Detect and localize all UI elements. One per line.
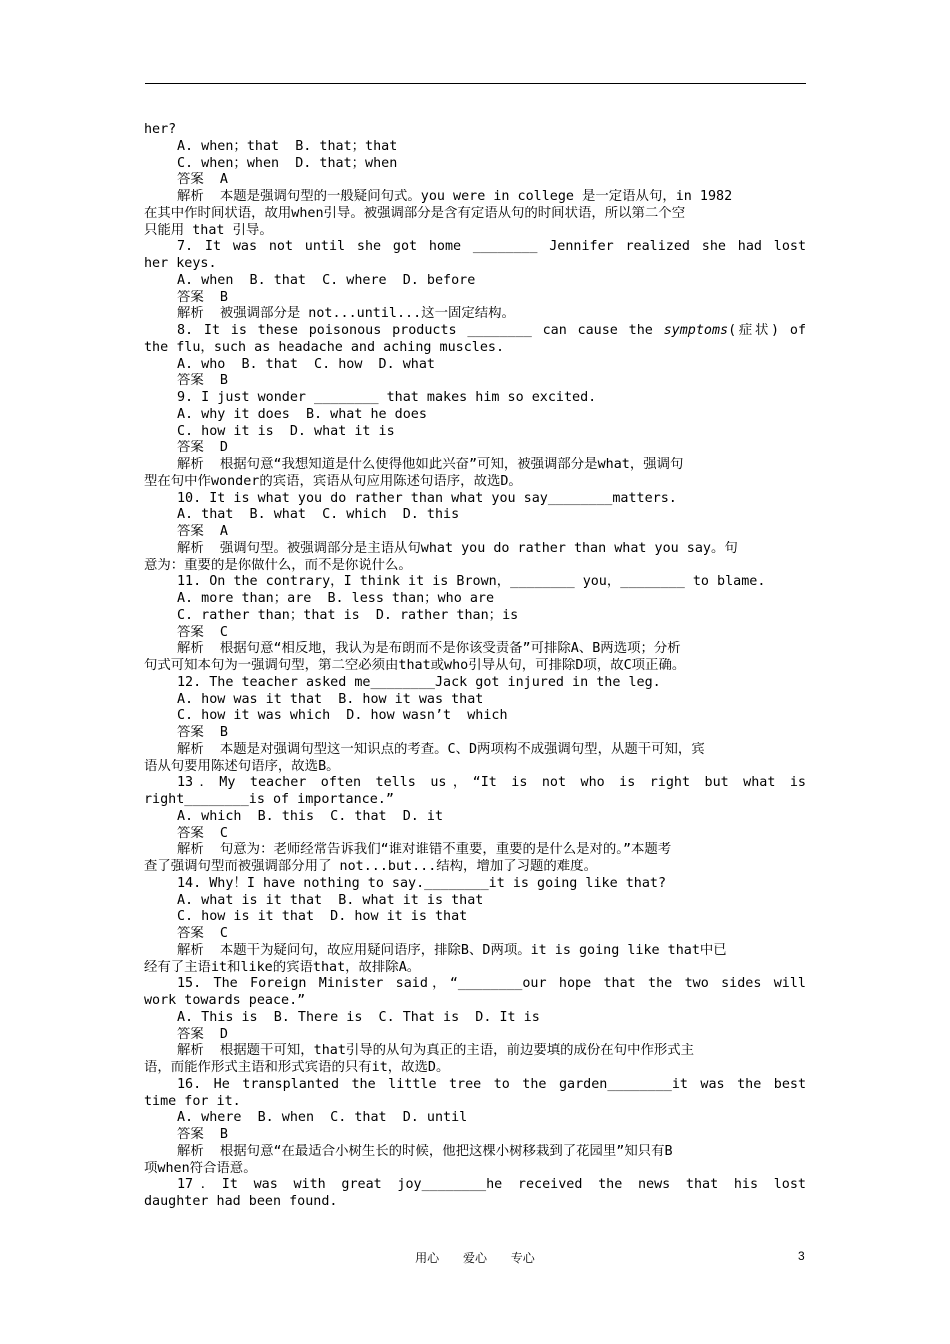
text-line: 16. He transplanted the little tree to the garden________it was the best xyxy=(177,1076,806,1092)
text-line: her? xyxy=(144,122,177,137)
text-line: 解析 根据句意“在最适合小树生长的时候，他把这棵小树移栽到了花园里”知只有B xyxy=(177,1143,673,1159)
text-line: 解析 本题干为疑问句，故应用疑问语序，排除B、D两项。it is going like that中已 xyxy=(177,942,727,958)
text-line: 答案 B xyxy=(177,373,228,389)
page-footer: 用心 爱心 专心 xyxy=(415,1251,535,1265)
text-line: A. This is B. There is C. That is D. It is xyxy=(177,1009,540,1025)
text-line: 答案 B xyxy=(177,725,228,740)
text-line: 15. The Foreign Minister said，“________our hope that the two sides will xyxy=(177,976,806,992)
text-line: A. more than；are B. less than；who are xyxy=(177,591,495,606)
text-line: 答案 A xyxy=(177,172,228,188)
text-line: C. how it was which D. how wasn’t which xyxy=(177,708,508,724)
text-line: 解析 根据题干可知，that引导的从句为真正的主语，前边要填的成份在句中作形式主 xyxy=(177,1043,695,1059)
text-line: 答案 C xyxy=(177,926,228,941)
text-line: 7. It was not until she got home ________ Jennifer realized she had lost xyxy=(177,239,806,255)
text-line: time for it. xyxy=(144,1093,241,1109)
text-line: A. where B. when C. that D. until xyxy=(177,1110,468,1126)
text-line: C. rather than；that is D. rather than；is xyxy=(177,607,519,623)
text-line: her keys. xyxy=(144,256,217,271)
text-line: work towards peace.” xyxy=(144,993,306,1008)
text-line: 答案 C xyxy=(177,825,228,841)
text-line: 14. Why！I have nothing to say.________it is going like that? xyxy=(177,875,667,891)
text-line: 经有了主语it和like的宾语that，故排除A。 xyxy=(144,959,421,975)
text-line: daughter had been found. xyxy=(144,1194,338,1209)
text-line: 10. It is what you do rather than what you say________matters. xyxy=(177,490,677,506)
text-line: 12. The teacher asked me________Jack got injured in the leg. xyxy=(177,674,661,690)
text-line: 13．My teacher often tells us，“It is not who is right but what is xyxy=(177,775,806,791)
text-line: 答案 D xyxy=(177,1026,228,1042)
text-line: 解析 本题是强调句型的一般疑问句式。you were in college 是一定语从句，in 1982 xyxy=(177,189,733,204)
text-line: 意为：重要的是你做什么，而不是你说什么。 xyxy=(144,557,412,573)
text-line: 解析 强调句型。被强调部分是主语从句what you do rather than what you say。句 xyxy=(177,540,738,556)
text-line: 项when符合语意。 xyxy=(144,1160,257,1176)
text-line: 查了强调句型而被强调部分用了 not...but...结构，增加了习题的难度。 xyxy=(144,859,597,874)
text-line: 答案 D xyxy=(177,440,228,456)
text-line: 在其中作时间状语，故用when引导。被强调部分是含有定语从句的时间状语，所以第二个空 xyxy=(144,205,686,221)
text-line: A. when；that B. that；that xyxy=(177,138,398,154)
text-line: 答案 A xyxy=(177,524,228,539)
text-line: the flu，such as headache and aching muscles. xyxy=(144,339,505,355)
text-line: A. how was it that B. how it was that xyxy=(177,691,484,707)
text-line: right________is of importance.” xyxy=(144,792,394,807)
text-line: 9. I just wonder ________ that makes him so excited. xyxy=(177,390,597,405)
text-line: C. how is it that D. how it is that xyxy=(177,909,468,925)
text-line: A. that B. what C. which D. this xyxy=(177,507,460,523)
text-line: A. which B. this C. that D. it xyxy=(177,808,444,824)
text-line: 答案 B xyxy=(177,1127,228,1142)
text-line: 句式可知本句为一强调句型，第二空必须由that或who引导从句，可排除D项，故C项正确。 xyxy=(144,658,686,673)
text-line: 答案 C xyxy=(177,624,228,640)
text-line: C. when；when D. that；when xyxy=(177,155,398,171)
text-line: 解析 被强调部分是 not...until...这一固定结构。 xyxy=(177,306,515,322)
text-line: 8. It is these poisonous products ________ can cause the symptoms(症状) of xyxy=(177,323,806,338)
text-line: 解析 句意为：老师经常告诉我们“谁对谁错不重要，重要的是什么是对的。”本题考 xyxy=(177,842,672,858)
text-line: A. when B. that C. where D. before xyxy=(177,272,476,288)
text-line: 只能用 that 引导。 xyxy=(144,222,273,238)
text-line: 语从句要用陈述句语序，故选B。 xyxy=(144,758,340,774)
page-number: 3 xyxy=(798,1249,805,1263)
text-line: 型在句中作wonder的宾语，宾语从句应用陈述句语序，故选D。 xyxy=(144,473,522,489)
text-line: 答案 B xyxy=(177,289,228,305)
header-rule xyxy=(145,83,806,84)
text-line: A. what is it that B. what it is that xyxy=(177,892,484,908)
text-line: 语，而能作形式主语和形式宾语的只有it，故选D。 xyxy=(144,1060,450,1075)
text-line: 解析 根据句意“相反地，我认为是布朗而不是你该受责备”可排除A、B两选项；分析 xyxy=(177,641,681,657)
text-line: 解析 根据句意“我想知道是什么使得他如此兴奋”可知，被强调部分是what，强调句 xyxy=(177,457,684,472)
text-line: 17．It was with great joy________he received the news that his lost xyxy=(177,1177,806,1193)
text-line: A. who B. that C. how D. what xyxy=(177,356,435,372)
document-body xyxy=(144,122,806,1211)
text-line: 11. On the contrary，I think it is Brown，________ you，________ to blame. xyxy=(177,574,766,590)
italic-term: symptoms xyxy=(663,323,729,338)
text-line: 解析 本题是对强调句型这一知识点的考查。C、D两项构不成强调句型，从题干可知，宾 xyxy=(177,741,705,757)
text-line: A. why it does B. what he does xyxy=(177,406,427,422)
text-line: C. how it is D. what it is xyxy=(177,423,395,439)
